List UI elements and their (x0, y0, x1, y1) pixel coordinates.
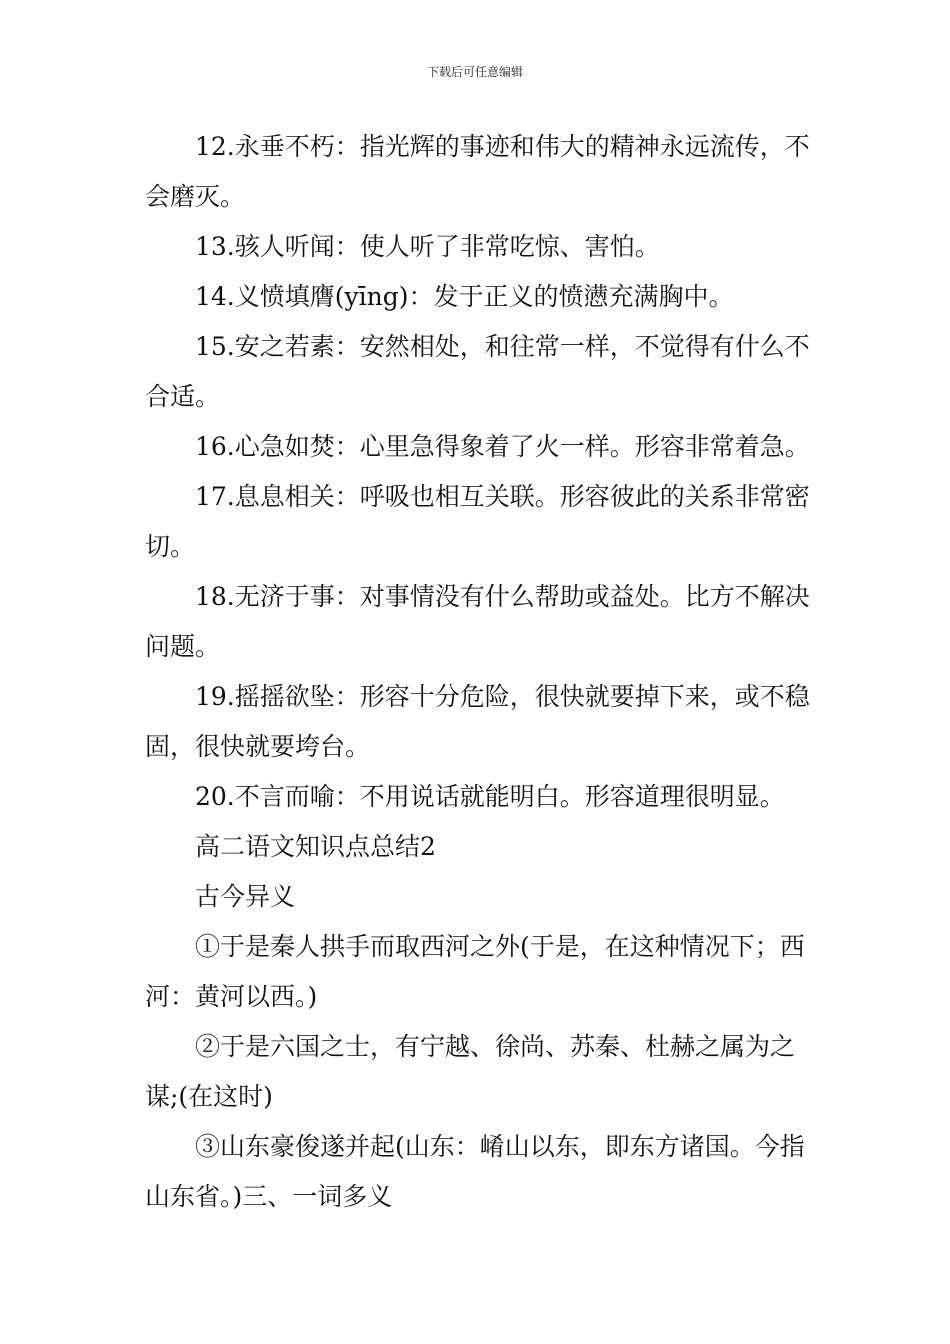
example-2: ②于是六国之士，有宁越、徐尚、苏秦、杜赫之属为之谋;(在这时) (145, 1032, 796, 1111)
paragraph-14: 14.义愤填膺(yīng)：发于正义的愤懑充满胸中。 (195, 282, 734, 311)
example-1: ①于是秦人拱手而取西河之外(于是，在这种情况下；西河：黄河以西。) (145, 932, 805, 1011)
paragraph-19: 19.摇摇欲坠：形容十分危险，很快就要掉下来，或不稳固，很快就要垮台。 (145, 682, 810, 761)
page-header: 下载后可任意编辑 (426, 65, 523, 79)
paragraph-16: 16.心急如焚：心里急得象着了火一样。形容非常着急。 (195, 432, 810, 461)
paragraph-12: 12.永垂不朽：指光辉的事迹和伟大的精神永远流传，不会磨灭。 (145, 132, 810, 211)
paragraph-15: 15.安之若素：安然相处，和往常一样，不觉得有什么不合适。 (145, 332, 810, 411)
section-heading: 高二语文知识点总结2 (195, 832, 436, 861)
paragraph-13: 13.骇人听闻：使人听了非常吃惊、害怕。 (195, 232, 660, 261)
paragraph-17: 17.息息相关：呼吸也相互关联。形容彼此的关系非常密切。 (145, 482, 810, 561)
paragraph-20: 20.不言而喻：不用说话就能明白。形容道理很明显。 (195, 782, 785, 811)
example-3: ③山东豪俊遂并起(山东：崤山以东，即东方诸国。今指山东省。)三、一词多义 (145, 1132, 805, 1211)
paragraph-18: 18.无济于事：对事情没有什么帮助或益处。比方不解决问题。 (145, 582, 810, 661)
subsection-heading: 古今异义 (195, 882, 296, 911)
document-body (145, 122, 810, 1222)
